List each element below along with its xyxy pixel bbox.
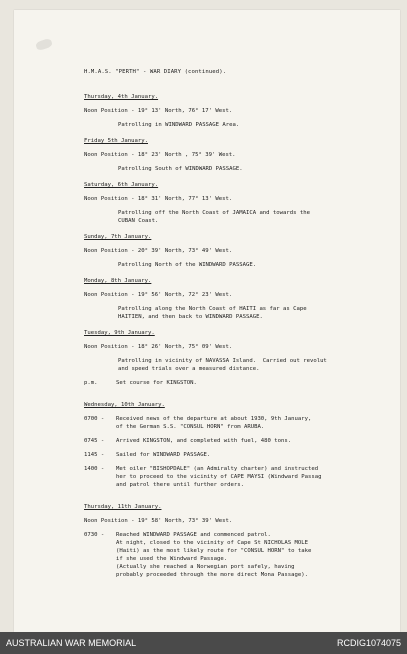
noon-position: Noon Position - 19° 58' North, 73° 39' West. [84, 518, 233, 524]
day-heading: Monday, 8th January. [84, 278, 152, 284]
event-time: p.m. [84, 380, 98, 386]
diary-entries [84, 93, 404, 585]
day-heading: Wednesday, 10th January. [84, 402, 165, 408]
document-title: H.M.A.S. "PERTH" - WAR DIARY (continued). [84, 69, 227, 75]
war-diary-text [84, 68, 404, 585]
event-time: 0700 - [84, 416, 105, 422]
event-text: Sailed for WINDWARD PASSAGE. [116, 452, 211, 458]
noon-position: Noon Position - 18° 31' North, 77° 13' West. [84, 196, 233, 202]
spacer [84, 387, 404, 393]
day-heading: Thursday, 11th January. [84, 504, 162, 510]
day-heading: Tuesday, 9th January. [84, 330, 155, 336]
diary-event [84, 531, 404, 579]
event-text: Arrived KINGSTON, and completed with fuel, 480 tons. [116, 438, 292, 444]
footer-reference: RCDIG1074075 [336, 638, 401, 648]
entry-notes: Patrolling in vicinity of NAVASSA Island. Carried out revolut and speed trials over a measured distance. [118, 358, 327, 372]
entry-notes: Patrolling off the North Coast of JAMAICA and towards the CUBAN Coast. [118, 210, 310, 224]
noon-position: Noon Position - 19° 13' North, 76° 17' West. [84, 108, 233, 114]
day-heading: Thursday, 4th January. [84, 94, 159, 100]
day-heading: Saturday, 6th January. [84, 182, 159, 188]
entry-notes: Patrolling South of WINDWARD PASSAGE. [118, 166, 243, 172]
event-text: Met oiler "BISHOPDALE" (an Admiralty charter) and instructed her to proceed to the vicinity of CAPE MAYSI (Windward Passag and patrol there until further orders. [116, 466, 322, 488]
archive-footer [0, 632, 407, 654]
event-time: 1400 - [84, 466, 105, 472]
day-heading: Friday 5th January. [84, 138, 148, 144]
diary-event [84, 465, 404, 489]
event-text: Reached WINDWARD PASSAGE and commenced patrol. At night, closed to the vicinity of Cape St NICHOLAS MOLE (Haiti) as the most likely route for "CONSUL HORN" to take if she used the Windward Passage. (Actually she reached a Norwegian port safely, having probably proceeded through the more direct Mona Passage). [116, 532, 312, 578]
document-page [14, 10, 400, 632]
punch-hole [35, 38, 53, 52]
day-heading: Sunday, 7th January. [84, 234, 152, 240]
entry-notes: Patrolling North of the WINDWARD PASSAGE. [118, 262, 257, 268]
noon-position: Noon Position - 19° 56' North, 72° 23' West. [84, 292, 233, 298]
diary-event [84, 451, 404, 459]
event-time: 0745 - [84, 438, 105, 444]
footer-source: AUSTRALIAN WAR MEMORIAL [6, 638, 137, 648]
noon-position: Noon Position - 18° 26' North, 75° 09' West. [84, 344, 233, 350]
event-text: Received news of the departure at about 1930, 9th January, of the German S.S. "CONSUL HORN" from ARUBA. [116, 416, 312, 430]
entry-notes: Patrolling in WINDWARD PASSAGE Area. [118, 122, 240, 128]
entry-notes: Patrolling along the North Coast of HAITI as far as Cape HAITIEN, and then back to WINDWARD PASSAGE. [118, 306, 307, 320]
diary-event [84, 437, 404, 445]
noon-position: Noon Position - 18° 23' North , 75° 39' West. [84, 152, 236, 158]
event-text: Set course for KINGSTON. [116, 380, 197, 386]
diary-event [84, 415, 404, 431]
diary-event [84, 379, 404, 387]
noon-position: Noon Position - 20° 39' North, 73° 49' West. [84, 248, 233, 254]
event-time: 0730 - [84, 532, 105, 538]
spacer [84, 579, 404, 585]
spacer [84, 489, 404, 495]
event-time: 1145 - [84, 452, 105, 458]
